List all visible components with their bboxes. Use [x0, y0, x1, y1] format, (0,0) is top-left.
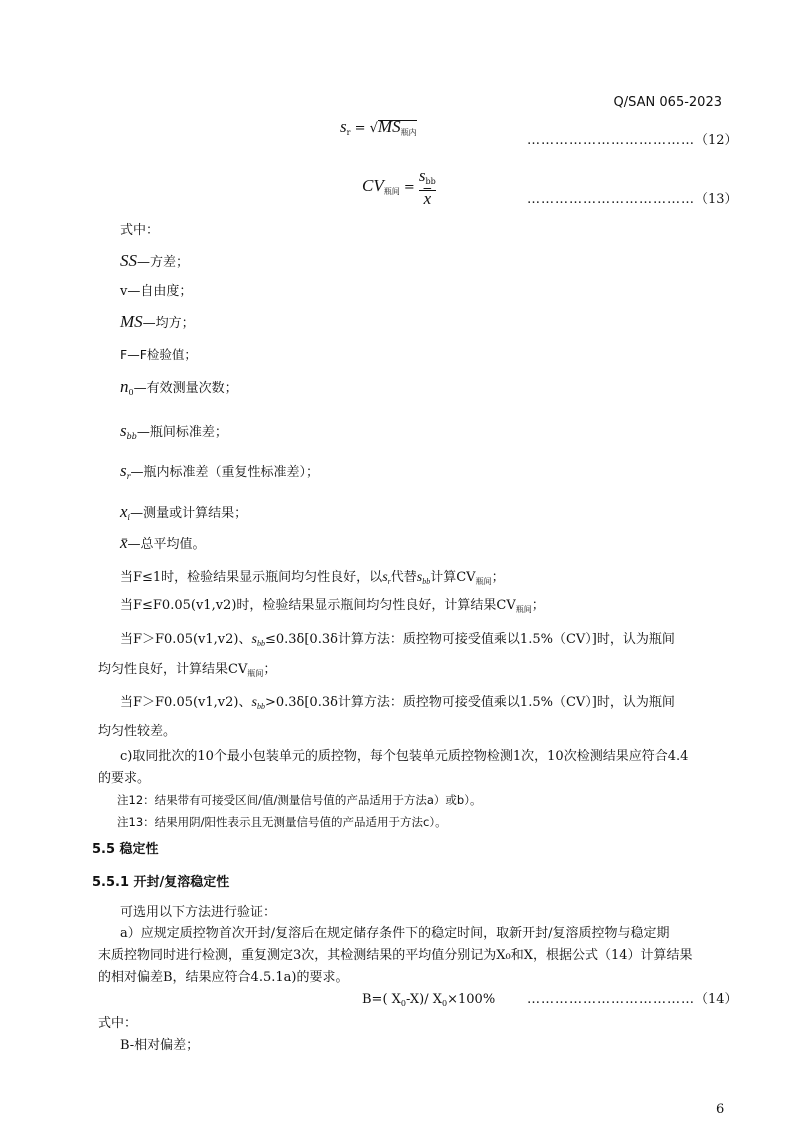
item-c-cont: 的要求。	[98, 771, 151, 786]
note-13: 注13：结果用阴/阳性表示且无测量信号值的产品适用于方法c）。	[117, 815, 447, 829]
definition-sr: $s_r—$瓶内标准差（重复性标准差）；	[120, 461, 319, 481]
para-a-line1: a）应规定质控物首次开封/复溶后在规定储存条件下的稳定时间，取新开封/复溶质控物与稳定期	[120, 926, 670, 941]
equation-12: $s_r = √MS_{瓶内}$	[340, 117, 417, 137]
definition-xi: $x_i—$测量或计算结果；	[120, 502, 248, 522]
condition-2: 当F≤F0.05(v1,v2)时，检验结果显示瓶间均匀性良好，计算结果$CV_{瓶间}$；	[120, 598, 545, 614]
para-a-line2: 末质控物同时进行检测，重复测定3次，其检测结果的平均值分别记为X₀和X，根据公式（14）计算结果	[98, 948, 693, 963]
para-a-line3: 的相对偏差B，结果应符合4.5.1a)的要求。	[98, 970, 349, 985]
section-5-5: 5.5 稳定性	[92, 842, 159, 857]
definition-ss: SS—方差；	[120, 251, 190, 270]
condition-3-cont: 均匀性良好，计算结果$CV_{瓶间}$；	[98, 662, 277, 678]
definition-sbb: $s_{bb}—$瓶间标准差；	[120, 421, 228, 441]
equation-12-number: ………………………………（12）	[527, 133, 738, 148]
where-label: 式中：	[120, 223, 160, 238]
definition-xbar: x̄—总平均值。	[120, 533, 206, 552]
section-5-5-1: 5.5.1 开封/复溶稳定性	[92, 875, 230, 890]
para-intro: 可选用以下方法进行验证：	[120, 905, 277, 920]
where-label-2: 式中：	[98, 1016, 138, 1031]
equation-13: $CV_{瓶间}$ = $\frac{s_{bb}}{x}$	[362, 166, 436, 208]
equation-14-number: ………………………………（14）	[527, 992, 738, 1007]
condition-4: 当F＞F0.05(v1,v2)、$s_{bb}>0.3\delta[0.3\delta$计算方法：质控物可接受值乘以1.5%（CV）]时，认为瓶间	[120, 695, 675, 711]
note-12: 注12：结果带有可接受区间/值/测量信号值的产品适用于方法a）或b）。	[117, 793, 482, 807]
definition-b: B-相对偏差；	[120, 1038, 200, 1053]
definition-n0: $n_0—$有效测量次数；	[120, 377, 238, 397]
page-number: 6	[716, 1102, 725, 1117]
condition-3: 当F＞F0.05(v1,v2)、$s_{bb}\le 0.3\delta[0.3\delta$计算方法：质控物可接受值乘以1.5%（CV）]时，认为瓶间	[120, 632, 675, 648]
definition-f: F—F检验值；	[120, 347, 197, 362]
condition-4-cont: 均匀性较差。	[98, 724, 177, 739]
doc-number: Q/SAN 065-2023	[613, 95, 722, 110]
equation-14: B=( $X_0-X)/$ $X_0\times 100\%$	[362, 992, 496, 1008]
equation-13-number: ………………………………（13）	[527, 192, 738, 207]
definition-v: v—自由度；	[120, 284, 193, 299]
definition-ms: MS—均方；	[120, 312, 195, 331]
item-c: c)取同批次的10个最小包装单元的质控物，每个包装单元质控物检测1次，10次检测结果应符合4.4	[120, 749, 689, 764]
condition-1: 当F≤1时，检验结果显示瓶间均匀性良好，以$s_r$代替$s_{bb}$计算$CV_{瓶间}$；	[120, 570, 505, 586]
